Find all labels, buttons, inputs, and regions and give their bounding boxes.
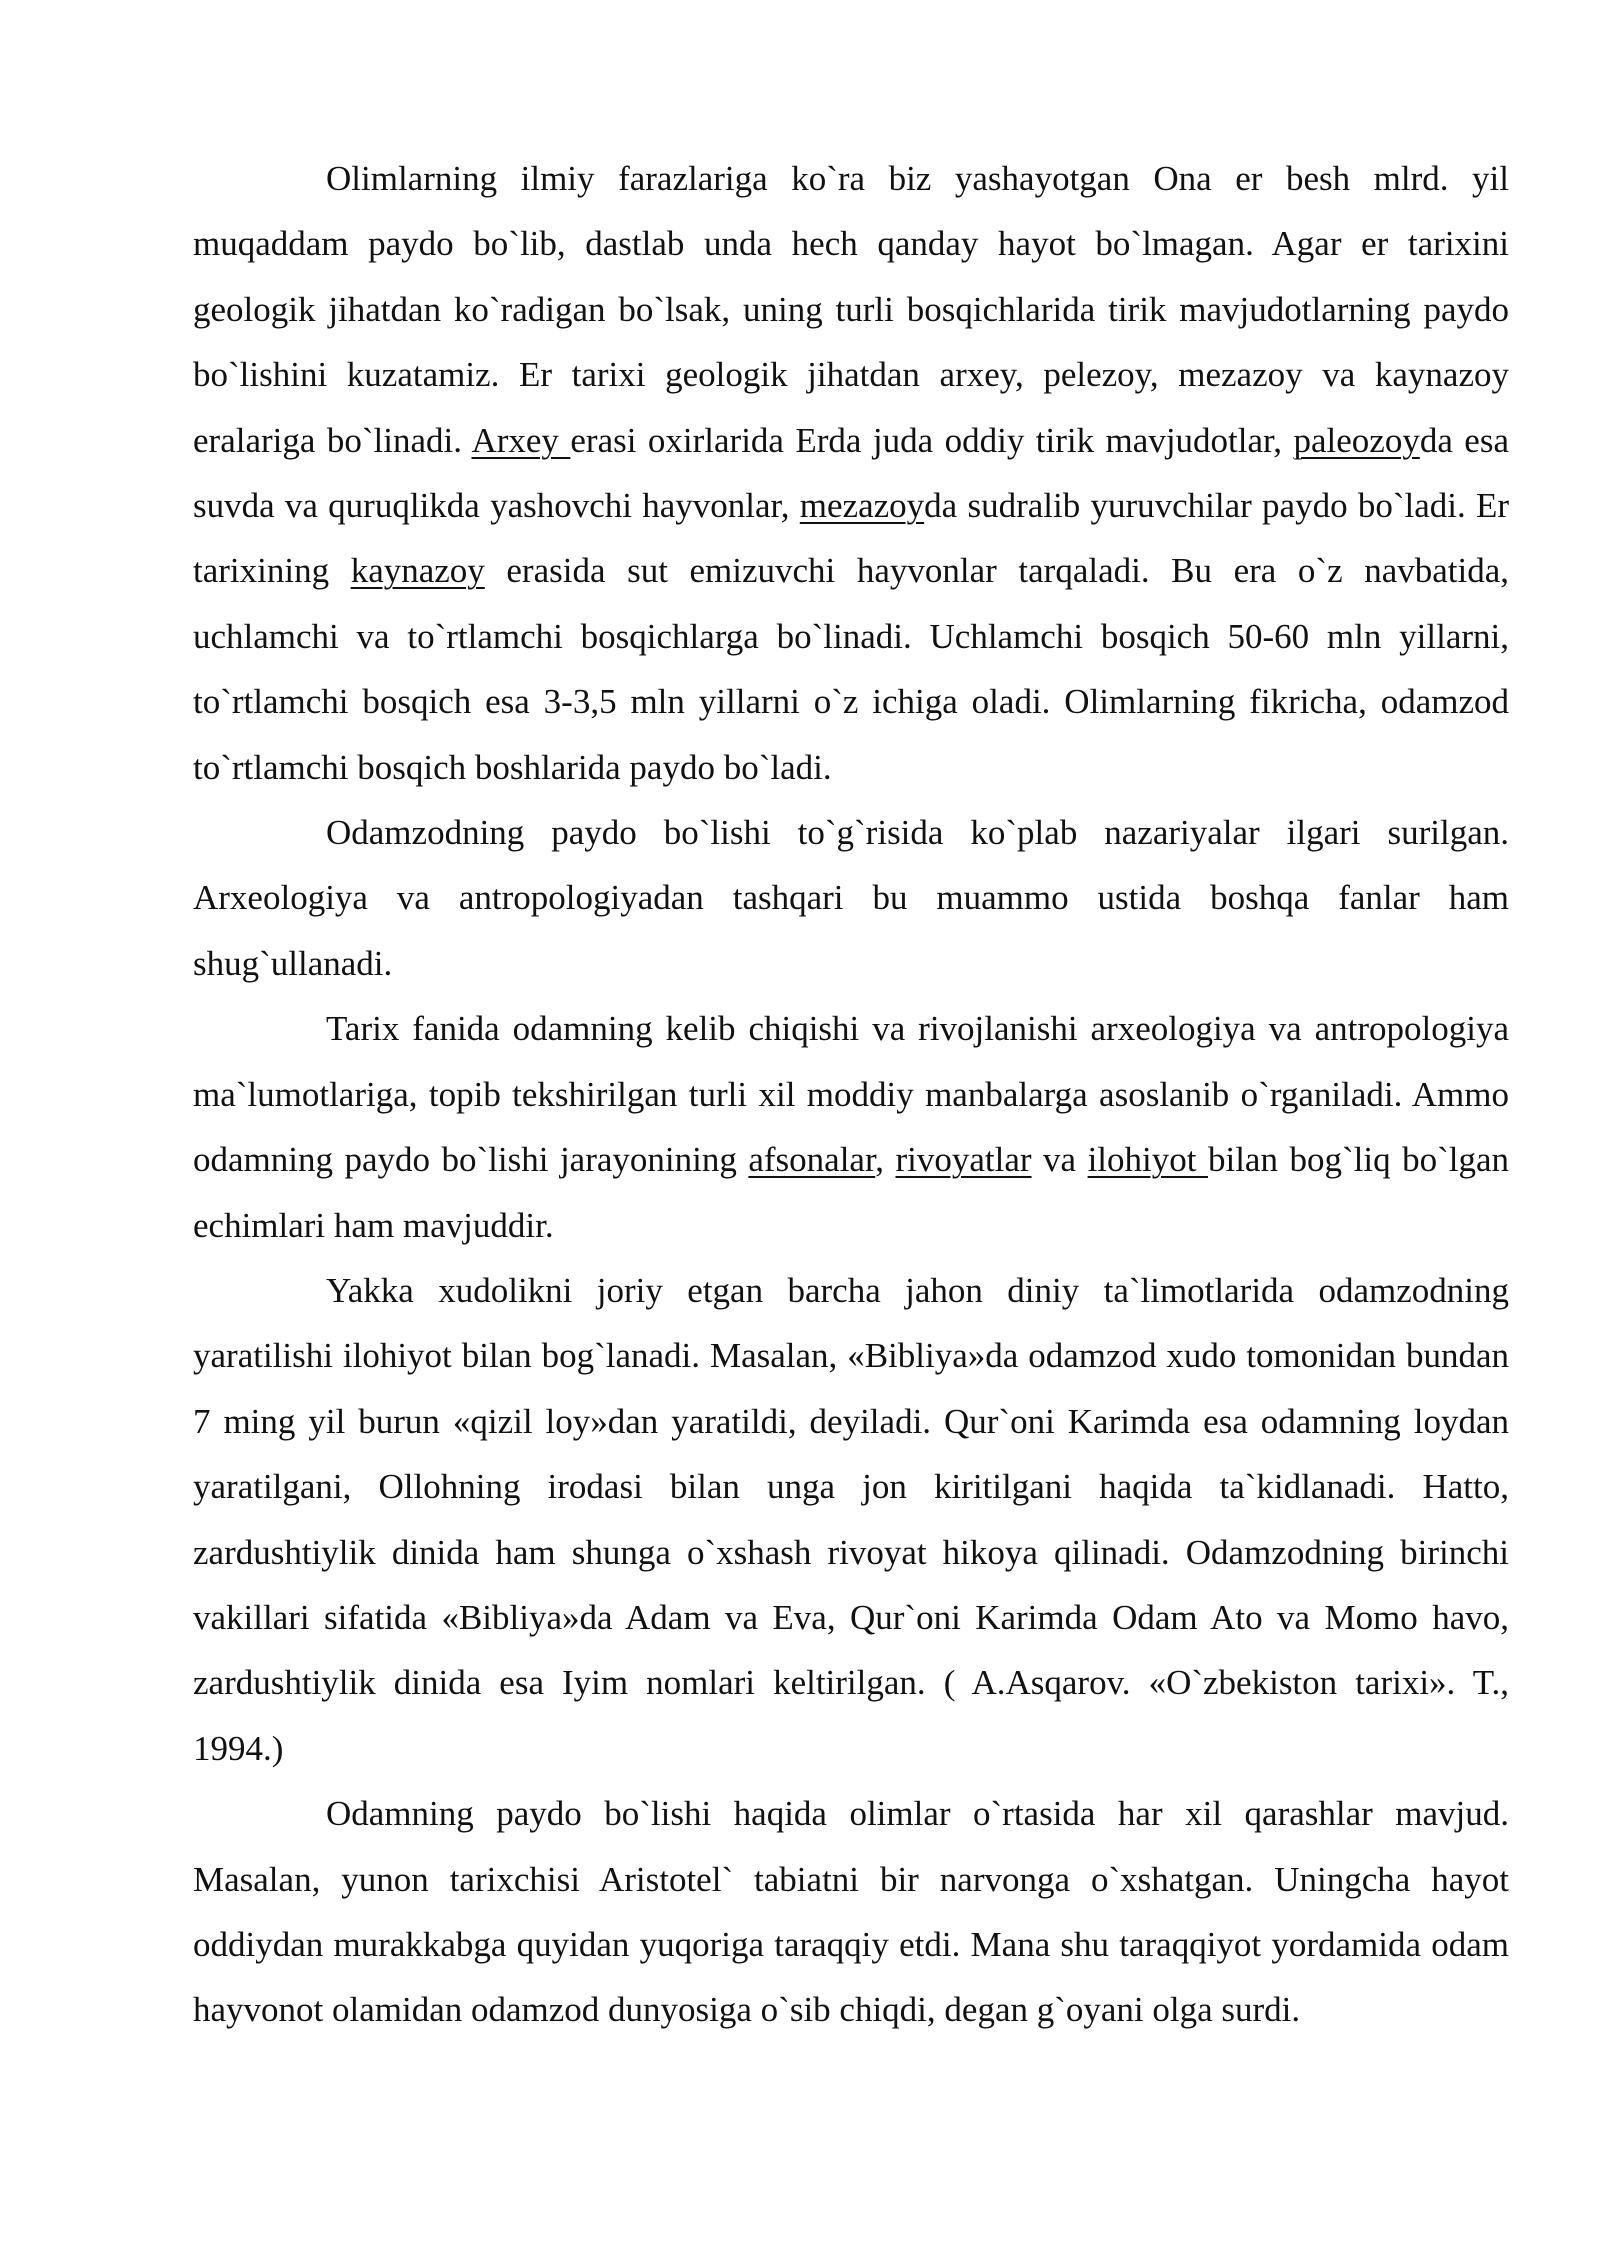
document-page	[193, 146, 1509, 2043]
text-run: erasida sut emizuvchi hayvonlar tarqaladi. Bu era o`z navbatida, uchlamchi va to`rtlamchi bosqichlarga bo`linadi. Uchlamchi bosqich 50-60 mln yillarni, to`rtlamchi bosqich esa 3-3,5 mln yillarni o`z ichiga oladi. Olimlarning fikricha, odamzod to`rtlamchi bosqich boshlarida paydo bo`ladi.	[193, 551, 1510, 787]
underlined-term: Arxey	[471, 420, 571, 460]
paragraph	[193, 1781, 1509, 2043]
underlined-term: kaynazoy	[350, 551, 485, 591]
text-run: Odamning paydo bo`lishi haqida olimlar o`rtasida har xil qarashlar mavjud. Masalan, yunon tarixchisi Aristotel` tabiatni bir narvonga o`xshatgan. Uningcha hayot oddiydan murakkabga quyidan yuqoriga taraqqiy etdi. Mana shu taraqqiyot yordamida odam hayvonot olamidan odamzod dunyosiga o`sib chiqdi, degan g`oyani olga surdi.	[193, 1794, 1509, 2030]
underlined-term: paleozoy	[1293, 420, 1420, 460]
underlined-term: afsonalar	[748, 1140, 876, 1180]
underlined-term: ilohiyot	[1087, 1140, 1208, 1180]
text-run: ,	[875, 1140, 896, 1180]
paragraph	[193, 996, 1509, 1258]
text-run: Odamzodning paydo bo`lishi to`g`risida ko`plab nazariyalar ilgari surilgan. Arxeologiya va antropologiyadan tashqari bu muammo ustida boshqa fanlar ham shug`ullanadi.	[193, 813, 1509, 983]
text-run: Yakka xudolikni joriy etgan barcha jahon diniy ta`limotlarida odamzodning yaratilishi ilohiyot bilan bog`lanadi. Masalan, «Bibliya»da odamzod xudo tomonidan bundan 7 ming yil burun «qizil loy»dan yaratildi, deyiladi. Qur`oni Karimda esa odamning loydan yaratilgani, Ollohning irodasi bilan unga jon kiritilgani haqida ta`kidlanadi. Hatto, zardushtiylik dinida ham shunga o`xshash rivoyat hikoya qilinadi. Odamzodning birinchi vakillari sifatida «Bibliya»da Adam va Eva, Qur`oni Karimda Odam Ato va Momo havo, zardushtiylik dinida esa Iyim nomlari keltirilgan. ( A.Asqarov. «O`zbekiston tarixi». T., 1994.)	[193, 1270, 1509, 1768]
text-run: da esa suvda va quruqlikda yashovchi hayvonlar,	[193, 420, 1509, 526]
text-run: Olimlarning ilmiy farazlariga ko`ra biz yashayotgan Ona er besh mlrd. yil muqaddam paydo bo`lib, dastlab unda hech qanday hayot bo`lmagan. Agar er tarixini geologik jihatdan ko`radigan bo`lsak, uning turli bosqichlarida tirik mavjudotlarning paydo bo`lishini kuzatamiz. Er tarixi geologik jihatdan arxey, pelezoy, mezazoy va kaynazoy eralariga bo`linadi.	[193, 159, 1509, 460]
paragraph	[193, 146, 1509, 800]
underlined-term: rivoyatlar	[895, 1140, 1032, 1180]
underlined-term: mezazoy	[799, 486, 925, 526]
text-run: Tarix fanida odamning kelib chiqishi va rivojlanishi arxeologiya va antropologiya ma`lumotlariga, topib tekshirilgan turli xil moddiy manbalarga asoslanib o`rganiladi. Ammo odamning paydo bo`lishi jarayonining	[193, 1009, 1509, 1180]
paragraph	[193, 1258, 1509, 1781]
paragraph	[193, 800, 1509, 996]
text-run: va	[1031, 1140, 1088, 1180]
text-run: bilan bog`liq bo`lgan echimlari ham mavjuddir.	[193, 1140, 1509, 1245]
text-run: da sudralib yuruvchilar paydo bo`ladi. Er tarixining	[193, 486, 1509, 591]
text-run: erasi oxirlarida Erda juda oddiy tirik mavjudotlar,	[570, 420, 1294, 460]
